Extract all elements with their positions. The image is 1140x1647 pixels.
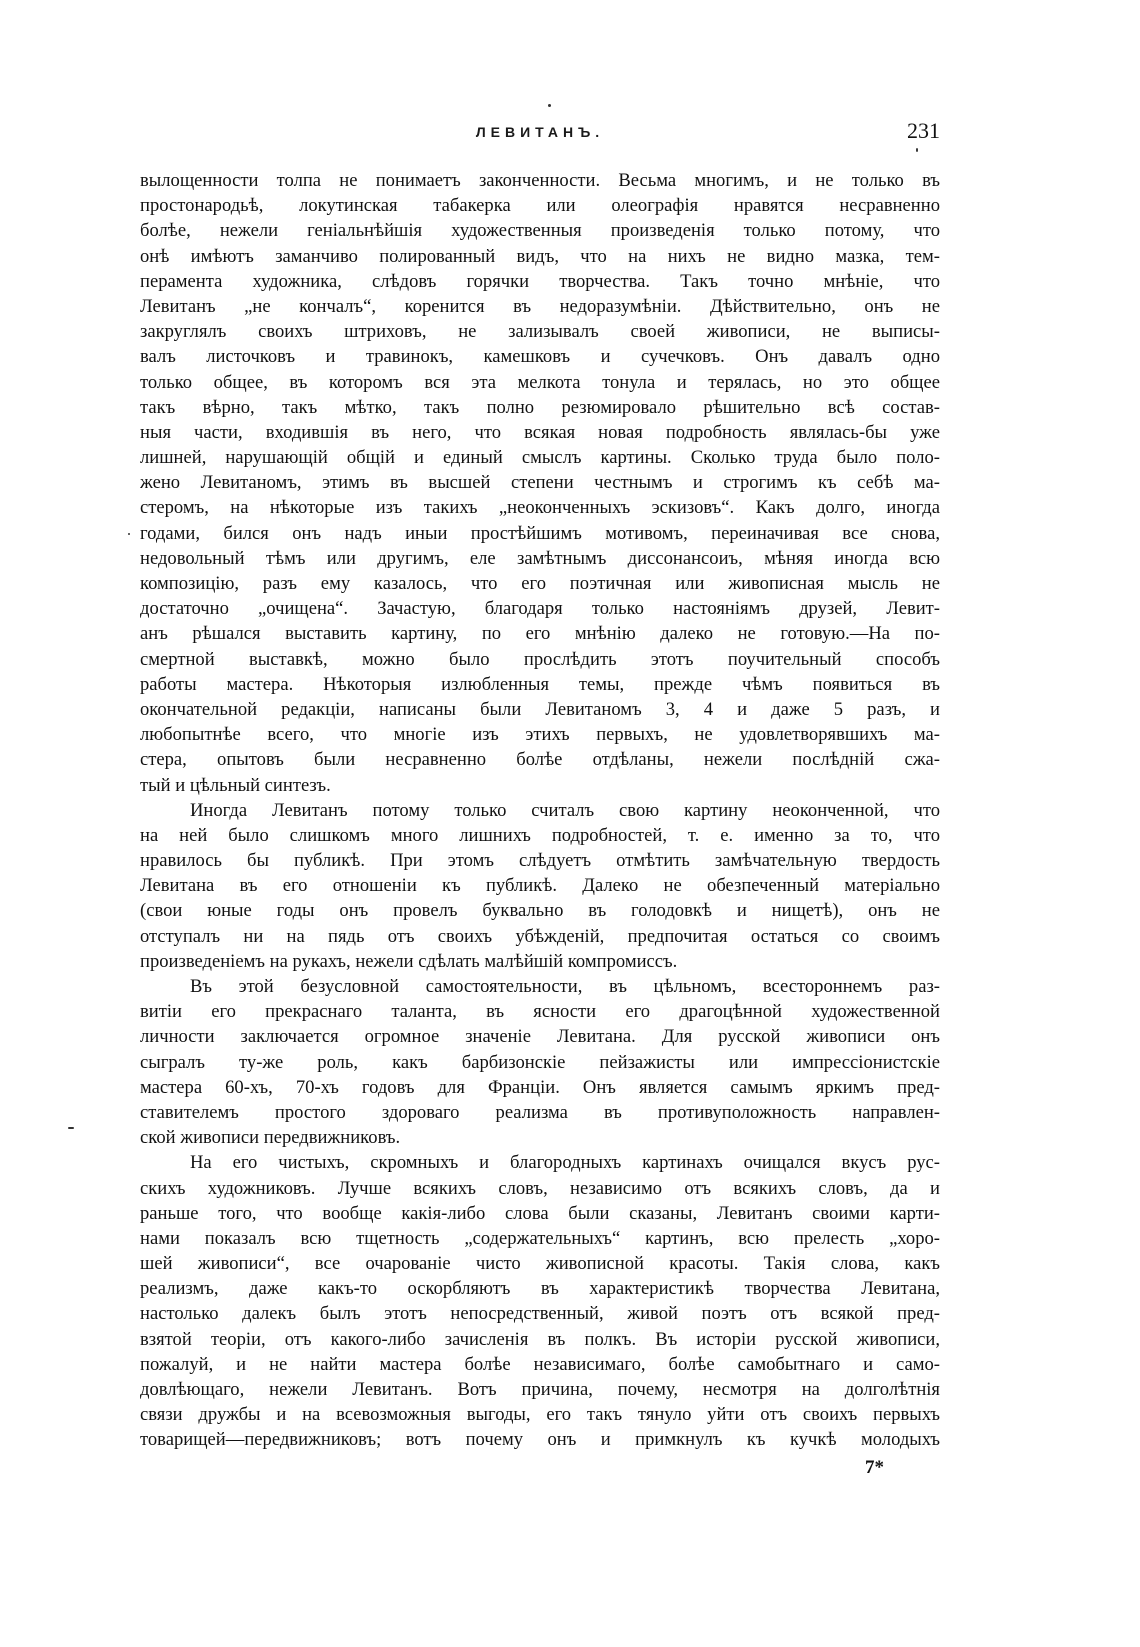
text-line: анъ рѣшался выставить картину, по его мнѣнію далеко не готовую.—На по- xyxy=(140,623,940,645)
text-line: пожалуй, и не найти мастера болѣе независимаго, болѣе самобытнаго и само- xyxy=(140,1353,940,1375)
text-line: нравилось бы публикѣ. При этомъ слѣдуетъ отмѣтить замѣчательную твердость xyxy=(140,850,940,872)
text-line: такъ вѣрно, такъ мѣтко, такъ полно резюмировало рѣшительно всѣ состав- xyxy=(140,396,940,418)
text-line: работы мастера. Нѣкоторыя излюбленныя темы, прежде чѣмъ появиться въ xyxy=(140,673,940,695)
print-speck xyxy=(128,533,130,535)
paragraph xyxy=(140,798,940,974)
text-line: нами показалъ всю тщетность „содержательныхъ“ картинъ, всю прелесть „хоро- xyxy=(140,1227,940,1249)
text-line: Иногда Левитанъ потому только считалъ свою картину неоконченной, что xyxy=(190,799,940,821)
text-line: тый и цѣльный синтезъ. xyxy=(140,774,331,796)
text-line: простонародьѣ, локутинская табакерка или олеографія нравятся несравненно xyxy=(140,195,940,217)
text-line: (свои юные годы онъ провелъ буквально въ голодовкѣ и нищетѣ), онъ не xyxy=(140,900,940,922)
print-speck xyxy=(548,104,551,107)
text-line: взятой теоріи, отъ какого-либо зачисленія въ полкъ. Въ исторіи русской живописи, xyxy=(140,1328,940,1350)
running-head xyxy=(140,118,940,158)
text-line: на ней было слишкомъ много лишнихъ подробностей, т. е. именно за то, что xyxy=(140,824,940,846)
text-line: мастера 60-хъ, 70-хъ годовъ для Франціи. Онъ является самымъ яркимъ пред- xyxy=(140,1076,940,1098)
text-line: закруглялъ своихъ штриховъ, не зализывалъ своей живописи, не выписы- xyxy=(140,321,940,343)
text-line: настолько далекъ былъ этотъ непосредственный, живой поэтъ отъ всякой пред- xyxy=(140,1303,940,1325)
text-line: недовольный тѣмъ или другимъ, еле замѣтнымъ диссонансоиъ, мѣняя иногда всю xyxy=(140,547,940,569)
text-line: Левитанъ „не кончалъ“, коренится въ недоразумѣніи. Дѣйствительно, онъ не xyxy=(140,295,940,317)
signature-mark: 7* xyxy=(865,1457,884,1478)
text-line: отступалъ ни на пядь отъ своихъ убѣжденій, предпочитая остаться со своимъ xyxy=(140,925,940,947)
page-number: 231 xyxy=(907,118,940,143)
text-line: стера, опытовъ были несравненно болѣе отдѣланы, нежели послѣдній сжа- xyxy=(140,749,940,771)
text-line: лишней, нарушающій общій и единый смыслъ картины. Сколько труда было поло- xyxy=(140,447,940,469)
text-line: скихъ художниковъ. Лучше всякихъ словъ, независимо отъ всякихъ словъ, да и xyxy=(140,1177,940,1199)
text-line: шей живописи“, все очарованіе чисто живописной красоты. Такія слова, какъ xyxy=(140,1253,940,1275)
text-line: На его чистыхъ, скромныхъ и благородныхъ картинахъ очищался вкусъ рус- xyxy=(190,1152,940,1174)
text-line: болѣе, нежели геніальнѣйшія художественныя произведенія только потому, что xyxy=(140,220,940,242)
text-line: реализмъ, даже какъ-то оскорбляютъ въ характеристикѣ творчества Левитана, xyxy=(140,1278,940,1300)
text-line: жено Левитаномъ, этимъ въ высшей степени честнымъ и строгимъ къ себѣ ма- xyxy=(140,472,940,494)
text-line: валъ листочковъ и травинокъ, камешковъ и сучечковъ. Онъ давалъ одно xyxy=(140,346,940,368)
text-line: любопытнѣе всего, что многіе изъ этихъ первыхъ, не удовлетворявшихъ ма- xyxy=(140,724,940,746)
print-speck xyxy=(916,148,918,152)
text-line: перамента художника, слѣдовъ горячки творчества. Такъ точно мнѣніе, что xyxy=(140,270,940,292)
text-line: онѣ имѣютъ заманчиво полированный видъ, что на нихъ не видно мазка, тем- xyxy=(140,245,940,267)
text-line: ныя части, входившія въ него, что всякая новая подробность являлась-бы уже xyxy=(140,421,940,443)
text-line: Въ этой безусловной самостоятельности, въ цѣльномъ, всестороннемъ раз- xyxy=(190,976,940,997)
text-line: сыгралъ ту-же роль, какъ барбизонскіе пейзажисты или импрессіонистскіе xyxy=(140,1051,940,1073)
text-line: Левитана въ его отношеніи къ публикѣ. Далеко не обезпеченный матеріально xyxy=(140,875,940,897)
text-line: ской живописи передвижниковъ. xyxy=(140,1127,401,1149)
paragraph xyxy=(140,1150,940,1452)
text-line: окончательной редакціи, написаны были Левитаномъ 3, 4 и даже 5 разъ, и xyxy=(140,698,940,720)
text-line: личности заключается огромное значеніе Левитана. Для русской живописи онъ xyxy=(140,1026,940,1048)
text-line: достаточно „очищена“. Зачастую, благодаря только настояніямъ друзей, Левит- xyxy=(140,598,940,620)
text-line: ставителемъ простого здороваго реализма въ противуположность направлен- xyxy=(140,1101,940,1123)
print-speck xyxy=(68,1127,74,1129)
paragraph xyxy=(140,168,940,798)
text-line: связи дружбы и на всевозможныя выгоды, его такъ тянуло уйти отъ своихъ первыхъ xyxy=(140,1404,940,1426)
text-line: композицію, разъ ему казалось, что его поэтичная или живописная мысль не xyxy=(140,573,940,594)
paragraph xyxy=(140,974,940,1150)
text-line: произведеніемъ на рукахъ, нежели сдѣлать малѣйшій компромиссъ. xyxy=(140,950,678,972)
text-line: вылощенности толпа не понимаетъ законченности. Весьма многимъ, и не только въ xyxy=(140,170,940,191)
text-line: довлѣющаго, нежели Левитанъ. Вотъ причина, почему, несмотря на долголѣтнія xyxy=(140,1379,940,1400)
text-line: годами, бился онъ надъ иныи простѣйшимъ мотивомъ, переиначивая все снова, xyxy=(140,522,940,544)
text-body xyxy=(140,168,940,1453)
text-line: только общее, въ которомъ вся эта мелкота тонула и терялась, но это общее xyxy=(140,371,940,393)
text-line: раньше того, что вообще какія-либо слова были сказаны, Левитанъ своими карти- xyxy=(140,1202,940,1224)
text-line: смертной выставкѣ, можно было прослѣдить этотъ поучительный способъ xyxy=(140,648,940,670)
text-line: товарищей—передвижниковъ; вотъ почему онъ и примкнулъ къ кучкѣ молодыхъ xyxy=(140,1429,940,1451)
running-title: ЛЕВИТАНЪ. xyxy=(475,124,605,140)
text-line: витіи его прекраснаго таланта, въ ясности его драгоцѣнной художественной xyxy=(140,1001,940,1023)
text-line: стеромъ, на нѣкоторые изъ такихъ „неоконченныхъ эскизовъ“. Какъ долго, иногда xyxy=(140,497,940,519)
